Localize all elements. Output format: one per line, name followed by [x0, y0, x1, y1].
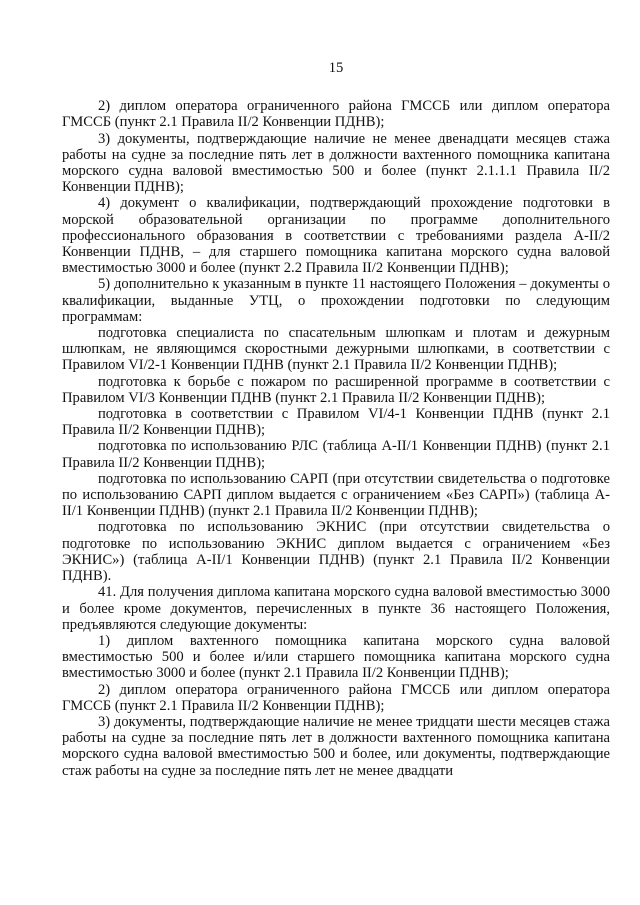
paragraph-fire-fighting-training: подготовка к борьбе с пожаром по расширенной программе в соответствии с Правилом VI/3 Конвенции ПДНВ (пункт 2.1 Правила II/2 Конвенции ПДНВ); [62, 373, 610, 406]
paragraph-41-item-2: 2) диплом оператора ограниченного района ГМССБ или диплом оператора ГМССБ (пункт 2.1 Правила II/2 Конвенции ПДНВ); [62, 681, 610, 714]
paragraph-item-4-qualification: 4) документ о квалификации, подтверждающий прохождение подготовки в морской образовательной организации по программе дополнительного профессионального образования в соответствии с требованиями раздела A-II/2 Конвенции ПДНВ, – для старшего помощника капитана морского судна валовой вместимостью 3000 и более (пункт 2.2 Правила II/2 Конвенции ПДНВ); [62, 195, 610, 277]
document-page [62, 60, 610, 779]
paragraph-item-3-sea-service: 3) документы, подтверждающие наличие не менее двенадцати месяцев стажа работы на судне за последние пять лет в должности вахтенного помощника капитана морского судна валовой вместимостью 500 и более (пункт 2.1.1.1 Правила II/2 Конвенции ПДНВ); [62, 130, 610, 196]
paragraph-41-item-1: 1) диплом вахтенного помощника капитана морского судна валовой вместимостью 500 и более и/или старшего помощника капитана морского судна вместимостью 3000 и более (пункт 2.1 Правила II/2 Конвенции ПДНВ); [62, 632, 610, 682]
page-number: 15 [328, 60, 344, 76]
paragraph-survival-craft-training: подготовка специалиста по спасательным шлюпкам и плотам и дежурным шлюпкам, не являющимся скоростными дежурными шлюпками, в соответствии с Правилом VI/2-1 Конвенции ПДНВ (пункт 2.1 Правила II/2 Конвенции ПДНВ); [62, 325, 610, 374]
paragraph-medical-training: подготовка в соответствии с Правилом VI/4-1 Конвенции ПДНВ (пункт 2.1 Правила II/2 Конвенции ПДНВ); [62, 406, 610, 439]
paragraph-ecdis-training: подготовка по использованию ЭКНИС (при отсутствии свидетельства о подготовке по использованию ЭКНИС диплом выдается с ограничением «Без ЭКНИС») (таблица A-II/1 Конвенции ПДНВ) (пункт 2.1 Правила II/2 Конвенции ПДНВ). [62, 519, 610, 585]
paragraph-section-41: 41. Для получения диплома капитана морского судна валовой вместимостью 3000 и более кроме документов, перечисленных в пункте 36 настоящего Положения, предъявляются следующие документы: [62, 584, 610, 633]
paragraph-item-5-additional: 5) дополнительно к указанным в пункте 11 настоящего Положения – документы о квалификации, выданные УТЦ, о прохождении подготовки по следующим программам: [62, 276, 610, 325]
paragraph-item-2-gmdss: 2) диплом оператора ограниченного района ГМССБ или диплом оператора ГМССБ (пункт 2.1 Правила II/2 Конвенции ПДНВ); [62, 98, 610, 131]
document-body [62, 98, 610, 779]
paragraph-radar-training: подготовка по использованию РЛС (таблица A-II/1 Конвенции ПДНВ) (пункт 2.1 Правила II/2 Конвенции ПДНВ); [62, 438, 610, 471]
paragraph-arpa-training: подготовка по использованию САРП (при отсутствии свидетельства о подготовке по использованию САРП диплом выдается с ограничением «Без САРП») (таблица A-II/1 Конвенции ПДНВ) (пункт 2.1 Правила II/2 Конвенции ПДНВ); [62, 470, 610, 520]
paragraph-41-item-3: 3) документы, подтверждающие наличие не менее тридцати шести месяцев стажа работы на судне за последние пять лет в должности вахтенного помощника капитана морского судна валовой вместимостью 500 и более, или документы, подтверждающие стаж работы на судне за последние пять лет не менее двадцати [62, 713, 610, 779]
